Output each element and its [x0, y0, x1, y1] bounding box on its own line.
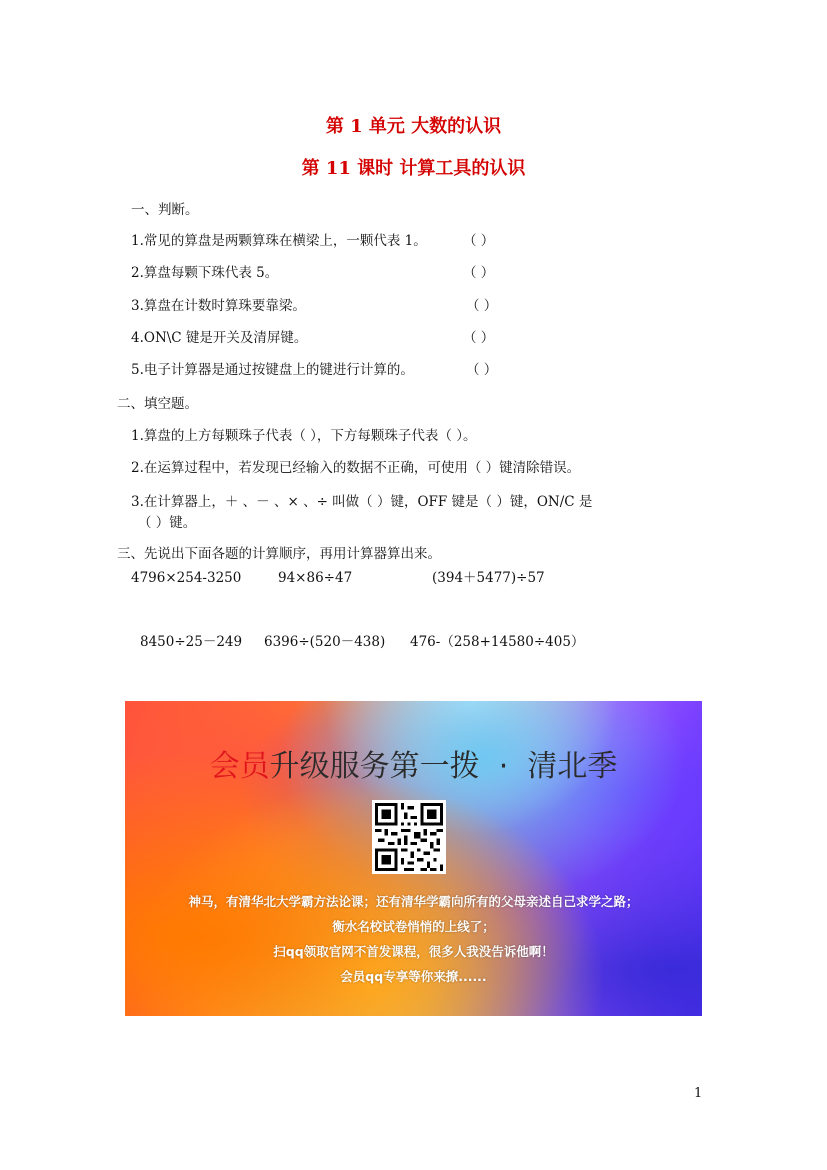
banner-title-end: 清北季 [527, 749, 618, 784]
lesson-title: 第 11 课时 计算工具的认识 [301, 158, 526, 179]
banner-title [125, 741, 702, 785]
banner-title-main: 升级服务第一拨 [269, 749, 480, 784]
judge-item-text: 4.ON\C 键是开关及清屏键。 [131, 330, 308, 346]
judge-answer-paren-4: （ ） [463, 330, 495, 346]
banner-line-1: 神马，有清华北大学霸方法论课；还有清华学霸向所有的父母亲述自己求学之路； [188, 894, 639, 909]
judge-item-4 [131, 329, 307, 347]
banner-line-2: 衡水名校试卷悄悄的上线了； [332, 919, 495, 934]
calc-expression: (394＋5477)÷57 [432, 570, 545, 586]
judge-item-2 [131, 264, 278, 282]
banner-line-3: 扫qq领取官网不首发课程，很多人我没告诉他啊！ [273, 944, 554, 959]
judge-answer-paren-5: （ ） [466, 362, 498, 378]
judge-answer-paren-1: （ ） [463, 233, 495, 249]
judge-item-1 [131, 232, 427, 250]
banner-line-4: 会员qq专享等你来撩...... [340, 969, 487, 984]
fill-item-2: 2.在运算过程中，若发现已经输入的数据不正确，可使用（ ）键清除错误。 [131, 460, 581, 476]
judge-item-text: 1.常见的算盘是两颗算珠在横梁上，一颗代表 1。 [131, 233, 427, 249]
fill-item-3: 3.在计算器上，＋ 、－ 、× 、÷ 叫做（ ）键，OFF 键是（ ）键，ON/C 是 [131, 494, 593, 510]
banner-title-red: 会员 [209, 749, 270, 784]
calc-expression: 8450÷25－249 [140, 634, 243, 650]
unit-title: 第 1 单元 大数的认识 [325, 116, 502, 137]
fill-item-3-continued: （ ）键。 [138, 515, 197, 531]
judge-item-text: 2.算盘每颗下珠代表 5。 [131, 265, 279, 281]
judge-item-3 [131, 297, 306, 315]
calc-expression: 94×86÷47 [278, 570, 353, 586]
judge-answer-paren-2: （ ） [463, 265, 495, 281]
section1-title: 一、判断。 [131, 202, 199, 218]
promo-banner [125, 701, 702, 1016]
page-number: 1 [694, 1086, 703, 1101]
fill-item-1: 1.算盘的上方每颗珠子代表（ ），下方每颗珠子代表（ ）。 [131, 428, 477, 444]
calc-expression: 6396÷(520－438) [264, 634, 386, 650]
qr-code-icon[interactable] [372, 800, 446, 874]
calc-expression: 476-（258+14580÷405） [410, 634, 585, 650]
judge-item-text: 5.电子计算器是通过按键盘上的键进行计算的。 [131, 362, 414, 378]
judge-answer-paren-3: （ ） [466, 298, 498, 314]
section3-title: 三、先说出下面各题的计算顺序，再用计算器算出来。 [117, 546, 441, 562]
judge-item-5 [131, 361, 414, 379]
section2-title: 二、填空题。 [117, 396, 198, 412]
judge-item-text: 3.算盘在计数时算珠要靠梁。 [131, 298, 306, 314]
calc-expression: 4796×254-3250 [131, 570, 242, 586]
banner-title-dot: · [498, 749, 509, 784]
